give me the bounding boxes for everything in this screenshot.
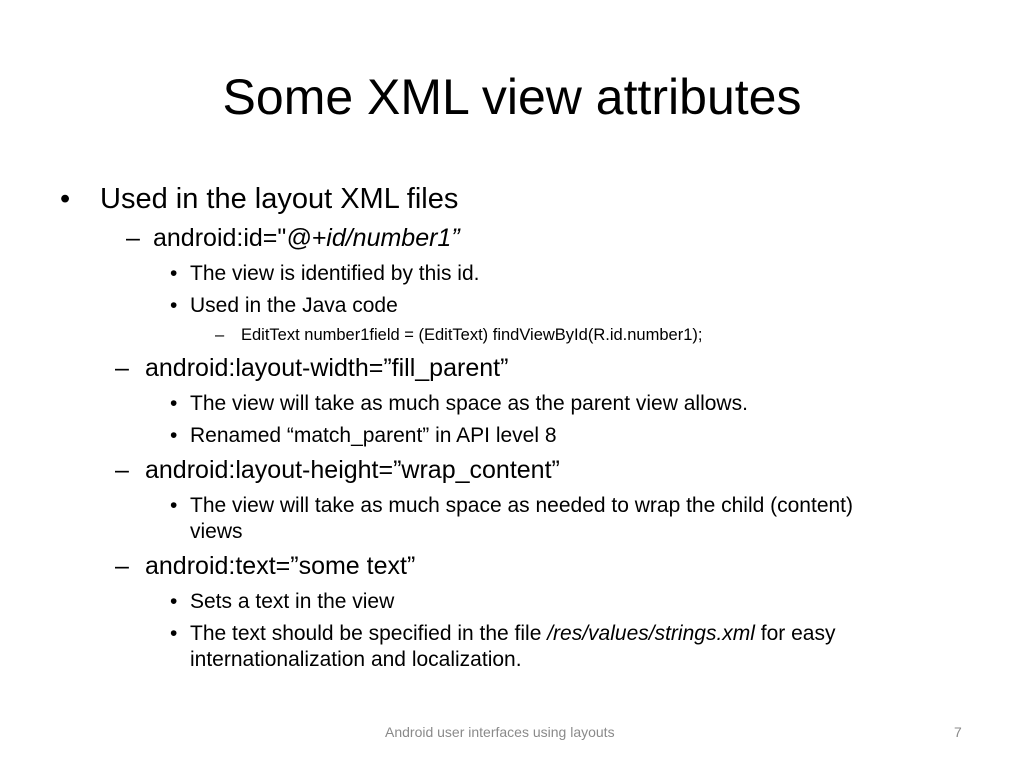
attr-value: @+id/number1” xyxy=(286,224,460,252)
bullet-marker: • xyxy=(170,262,178,285)
bullet-marker: • xyxy=(170,590,178,613)
bullet-layout-width: android:layout-width=”fill_parent” xyxy=(145,354,509,382)
bullet-sets-text: Sets a text in the view xyxy=(190,590,395,613)
footer-text: Android user interfaces using layouts xyxy=(385,724,615,740)
dash-marker: – xyxy=(126,224,140,252)
bullet-width-explanation: The view will take as much space as the parent view allows. xyxy=(190,392,748,415)
bullet-java-code-example: EditText number1field = (EditText) findViewById(R.id.number1); xyxy=(241,326,703,344)
strings-xml-text-post: for easy internationalization and localization. xyxy=(190,622,836,671)
bullet-android-id xyxy=(153,223,460,253)
bullet-marker: • xyxy=(170,622,178,645)
bullet-marker: • xyxy=(170,424,178,447)
bullet-android-text: android:text=”some text” xyxy=(145,552,416,580)
bullet-strings-xml xyxy=(190,621,980,673)
bullet-marker: • xyxy=(170,494,178,517)
dash-marker: – xyxy=(115,456,129,484)
slide-number: 7 xyxy=(954,724,962,740)
attr-name: android:id=" xyxy=(153,224,287,252)
strings-xml-path: /res/values/strings.xml xyxy=(547,622,755,645)
bullet-height-explanation: The view will take as much space as needed to wrap the child (content) views xyxy=(190,494,854,543)
bullet-marker: • xyxy=(170,294,178,317)
bullet-layout-xml-files: Used in the layout XML files xyxy=(100,183,459,215)
bullet-view-identified: The view is identified by this id. xyxy=(190,262,480,285)
bullet-marker: • xyxy=(60,183,71,215)
strings-xml-text-pre: The text should be specified in the file xyxy=(190,622,548,645)
slide-title: Some XML view attributes xyxy=(222,69,802,125)
bullet-layout-height: android:layout-height=”wrap_content” xyxy=(145,456,560,484)
dash-marker: – xyxy=(115,354,129,382)
bullet-used-in-java: Used in the Java code xyxy=(190,294,398,317)
bullet-marker: • xyxy=(170,392,178,415)
dash-marker: – xyxy=(115,552,129,580)
bullet-match-parent: Renamed “match_parent” in API level 8 xyxy=(190,424,557,447)
dash-marker: – xyxy=(215,326,225,344)
